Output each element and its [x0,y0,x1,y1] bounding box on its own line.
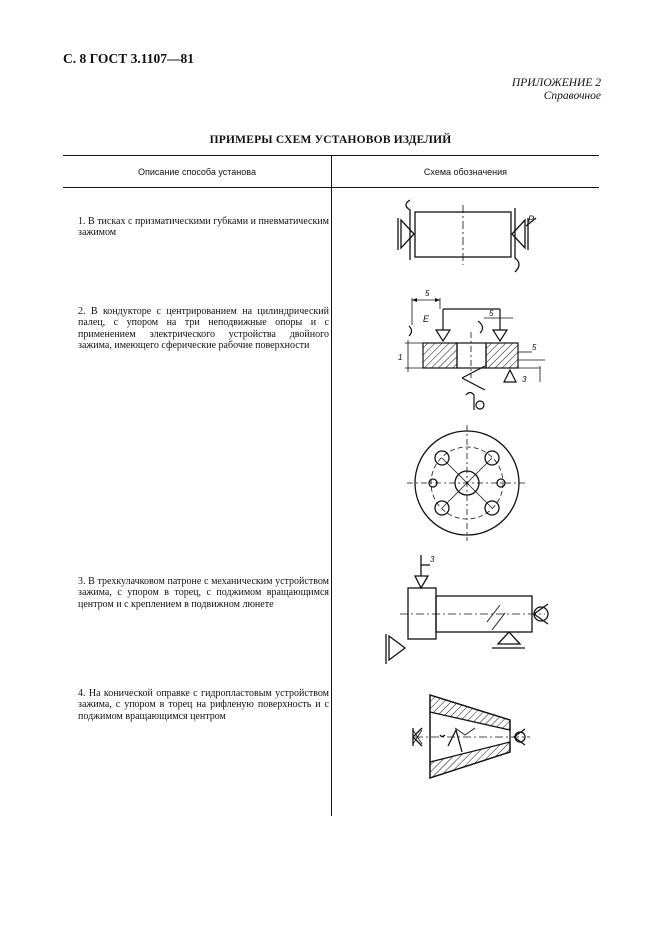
scheme-2-flange [407,425,527,541]
label-five-b: 5 [489,309,494,318]
scheme-2-pin-circle-icon [476,401,484,409]
scheme-3-chuck [386,555,548,664]
scheme-2-clamp-left-icon [436,330,450,341]
label-p: P [528,214,535,224]
scheme-1-left-support-icon [401,220,414,248]
scheme-4-upper-hatch [430,695,510,730]
label-one: 1 [398,353,403,362]
label-five-a: 5 [425,289,430,298]
scheme-1-vise [398,200,536,272]
scheme-3-flange [408,588,436,639]
column-header-scheme: Схема обозначения [423,167,508,177]
row-2-description: 2. В кондукторе с центрированием на цилиндрический палец, с упором на три неподвижные опоры и с применением электрического устройства двойного зажима, имеющего сферические рабочие поверхности [78,306,329,351]
scheme-4-mandrel [413,695,530,778]
column-header-description: Описание способа установа [138,167,256,177]
label-five-c: 5 [532,343,537,352]
row-3-description: 3. В трехкулачковом патроне с механическим устройством зажима, с упором в торец, с поджимом вращающимся центром и с креплением в подвижном люнете [78,576,329,610]
scheme-2-support-icon [504,370,516,382]
scheme-1-right-clamp-icon [512,220,525,248]
scheme-2-left-hatched [423,343,457,368]
label-three-b: 3 [430,555,435,564]
row-1-description: 1. В тисках с призматическими губками и пневматическим зажимом [78,216,329,239]
appendix-subtitle: Справочное [543,90,601,102]
appendix-title: ПРИЛОЖЕНИЕ 2 [511,77,601,89]
page-title: ПРИМЕРЫ СХЕМ УСТАНОВОВ ИЗДЕЛИЙ [209,134,452,146]
label-e: E [423,314,430,324]
scheme-2-clamp-right-icon [493,330,507,341]
scheme-3-jaw-icon [415,576,428,588]
document-header: С. 8 ГОСТ 3.1107—81 [63,51,195,66]
label-three-a: 3 [522,375,527,384]
scheme-2-pin-icon [466,393,474,411]
row-4-description: 4. На конической оправке с гидропластовым устройством зажима, с упором в торец на рифленую поверхность и с поджимом вращающимся центром [78,688,329,722]
scheme-2-center-hole [457,343,486,368]
scheme-2-right-hatched [486,343,518,368]
scheme-3-steady-rest-icon [498,632,520,644]
scheme-1-workpiece [415,212,511,257]
scheme-4-hydroplastic-icon [448,730,462,752]
scheme-4-lower-hatch [430,742,510,778]
scheme-3-end-stop-icon [389,636,405,660]
